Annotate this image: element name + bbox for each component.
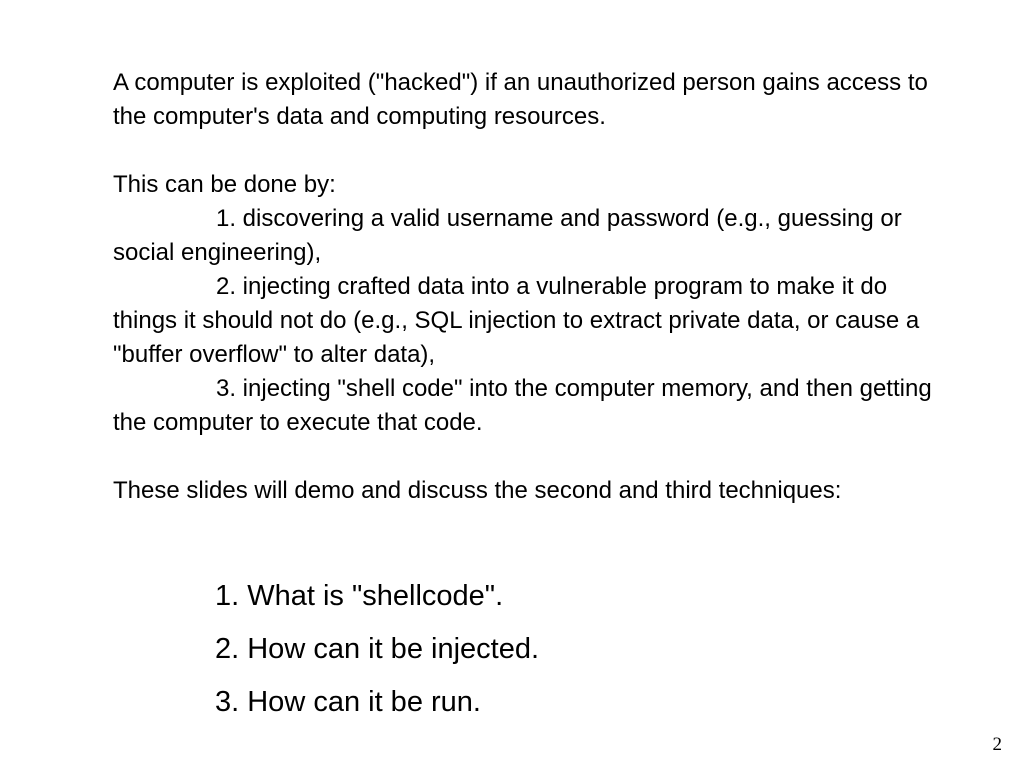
closing-paragraph: These slides will demo and discuss the second and third techniques: <box>113 477 842 504</box>
page-number: 2 <box>992 734 1002 755</box>
topic-item: 1. What is "shellcode". <box>215 580 504 612</box>
method-item <box>113 372 943 440</box>
paragraph-spacer <box>113 134 943 168</box>
method-item <box>113 270 943 372</box>
method-item <box>113 202 943 270</box>
method-text: 1. discovering a valid username and password (e.g., guessing or social engineering), <box>113 205 902 266</box>
method-text: 2. injecting crafted data into a vulnerable program to make it do things it should not do (e.g., SQL injection to extract private data, or cause a "buffer overflow" to alter data), <box>113 273 920 368</box>
topic-item: 2. How can it be injected. <box>215 633 540 665</box>
topic-list <box>215 570 539 729</box>
paragraph-spacer <box>113 440 943 474</box>
method-text: 3. injecting "shell code" into the computer memory, and then getting the computer to execute that code. <box>113 375 932 436</box>
methods-lead: This can be done by: <box>113 171 336 198</box>
slide-body <box>113 66 943 508</box>
intro-paragraph: A computer is exploited ("hacked") if an unauthorized person gains access to the computer's data and computing resources. <box>113 69 928 130</box>
topic-item: 3. How can it be run. <box>215 686 481 718</box>
